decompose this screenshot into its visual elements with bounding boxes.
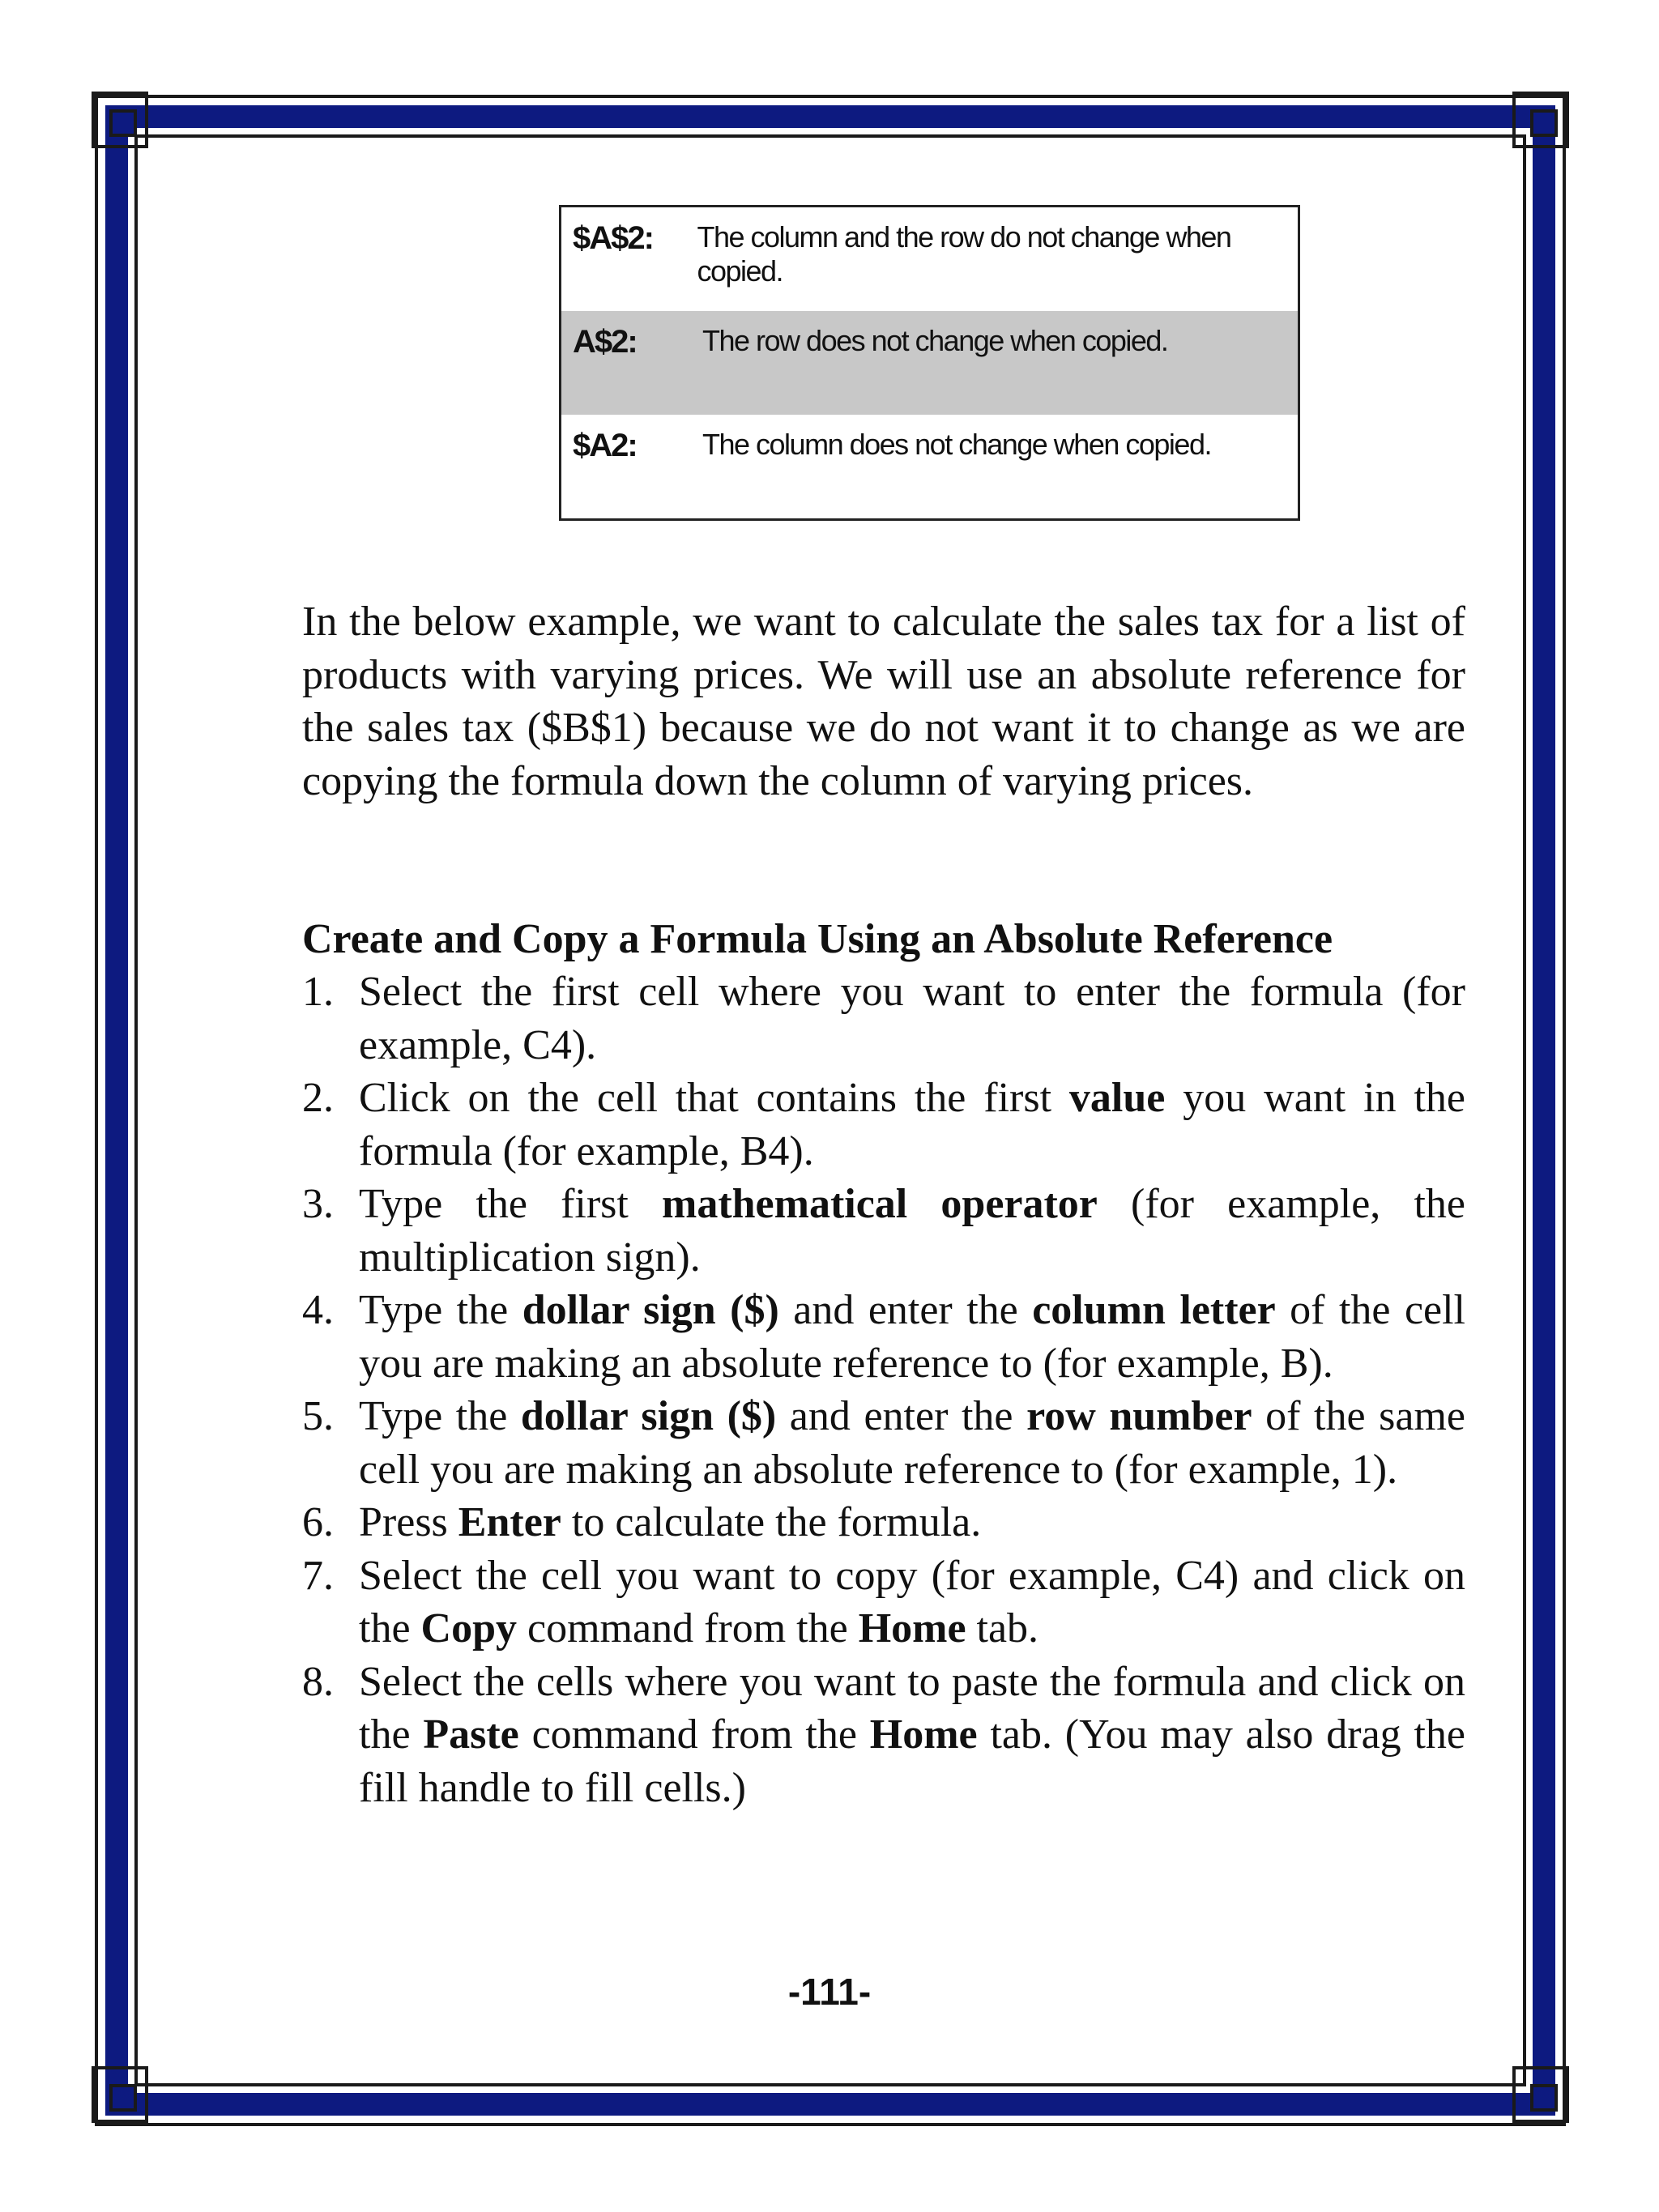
step-text: Click on the cell that contains the first (359, 1075, 1069, 1121)
step-text: to calculate the formula. (561, 1499, 982, 1545)
step-number: 8. (302, 1658, 334, 1705)
step-number: 1. (302, 969, 334, 1015)
step-number: 5. (302, 1393, 334, 1439)
reference-code: $A2: (573, 428, 637, 463)
reference-row (561, 311, 1298, 415)
step-emphasis: Copy (420, 1605, 518, 1652)
step-text: and enter the (776, 1393, 1027, 1439)
step-text: command from the (518, 1711, 870, 1758)
step-emphasis: column letter (1032, 1287, 1276, 1333)
step-emphasis: mathematical operator (662, 1181, 1098, 1227)
step-number: 3. (302, 1181, 334, 1227)
step-text: tab. (966, 1605, 1039, 1652)
step-number: 4. (302, 1287, 334, 1333)
step-text: command from the (517, 1605, 859, 1652)
step-text: Type the (359, 1393, 521, 1439)
step-emphasis: value (1068, 1075, 1166, 1121)
steps-list (302, 965, 1465, 1814)
reference-code: A$2: (573, 324, 637, 360)
step-emphasis: dollar sign ($) (522, 1287, 779, 1333)
reference-row (561, 207, 1298, 311)
frame-corner-top-right (1512, 92, 1569, 148)
step-item (302, 965, 1465, 1072)
step-item (302, 1072, 1465, 1178)
intro-paragraph: In the below example, we want to calculate the sales tax for a list of products with varying prices. We will use an absolute reference for the sales tax ($B$1) because we do not want it to change as we are copying the formula down the column of varying prices. (302, 599, 1465, 804)
step-text: Select the cells where you want to paste the formula and click on the (359, 1658, 1465, 1758)
section-heading: Create and Copy a Formula Using an Absolute Reference (302, 916, 1333, 962)
reference-row (561, 415, 1298, 518)
step-emphasis: Home (869, 1711, 978, 1758)
step-emphasis: dollar sign ($) (520, 1393, 777, 1439)
page-number: -111- (787, 1971, 872, 2013)
step-item (302, 1178, 1465, 1284)
reference-table (559, 205, 1300, 521)
step-item (302, 1390, 1465, 1496)
step-number: 6. (302, 1499, 334, 1545)
step-text: Press (359, 1499, 458, 1545)
step-item (302, 1496, 1465, 1549)
frame-corner-top-left (92, 92, 148, 148)
reference-code: $A$2: (573, 220, 653, 256)
step-item (302, 1284, 1465, 1390)
step-text: tab. (You may also drag the fill handle to fill cells.) (359, 1711, 1466, 1811)
step-emphasis: Enter (458, 1499, 561, 1545)
step-emphasis: row number (1026, 1393, 1252, 1439)
step-text: Select the first cell where you want to enter the formula (for example, C4). (359, 969, 1465, 1068)
step-text: Type the (359, 1287, 522, 1333)
step-item (302, 1656, 1465, 1815)
step-text: and enter the (778, 1287, 1033, 1333)
reference-description: The column and the row do not change when copied. (697, 220, 1231, 288)
step-number: 2. (302, 1075, 334, 1121)
step-emphasis: Paste (423, 1711, 519, 1758)
step-item (302, 1549, 1465, 1656)
step-text: of the same cell you are making an absolute reference to (for example, 1). (359, 1393, 1465, 1493)
frame-corner-bottom-left (92, 2066, 148, 2123)
step-text: (for example, the multiplication sign). (359, 1181, 1465, 1281)
reference-description: The column does not change when copied. (702, 428, 1211, 461)
step-text: of the cell you are making an absolute reference to (for example, B). (359, 1287, 1466, 1387)
reference-description: The row does not change when copied. (702, 324, 1168, 357)
step-text: Select the cell you want to copy (for example, C4) and click on the (359, 1552, 1465, 1652)
step-text: you want in the formula (for example, B4). (359, 1075, 1465, 1174)
step-text: Type the first (359, 1181, 662, 1227)
step-emphasis: Home (858, 1605, 966, 1652)
frame-corner-bottom-right (1512, 2066, 1569, 2123)
step-number: 7. (302, 1552, 334, 1599)
